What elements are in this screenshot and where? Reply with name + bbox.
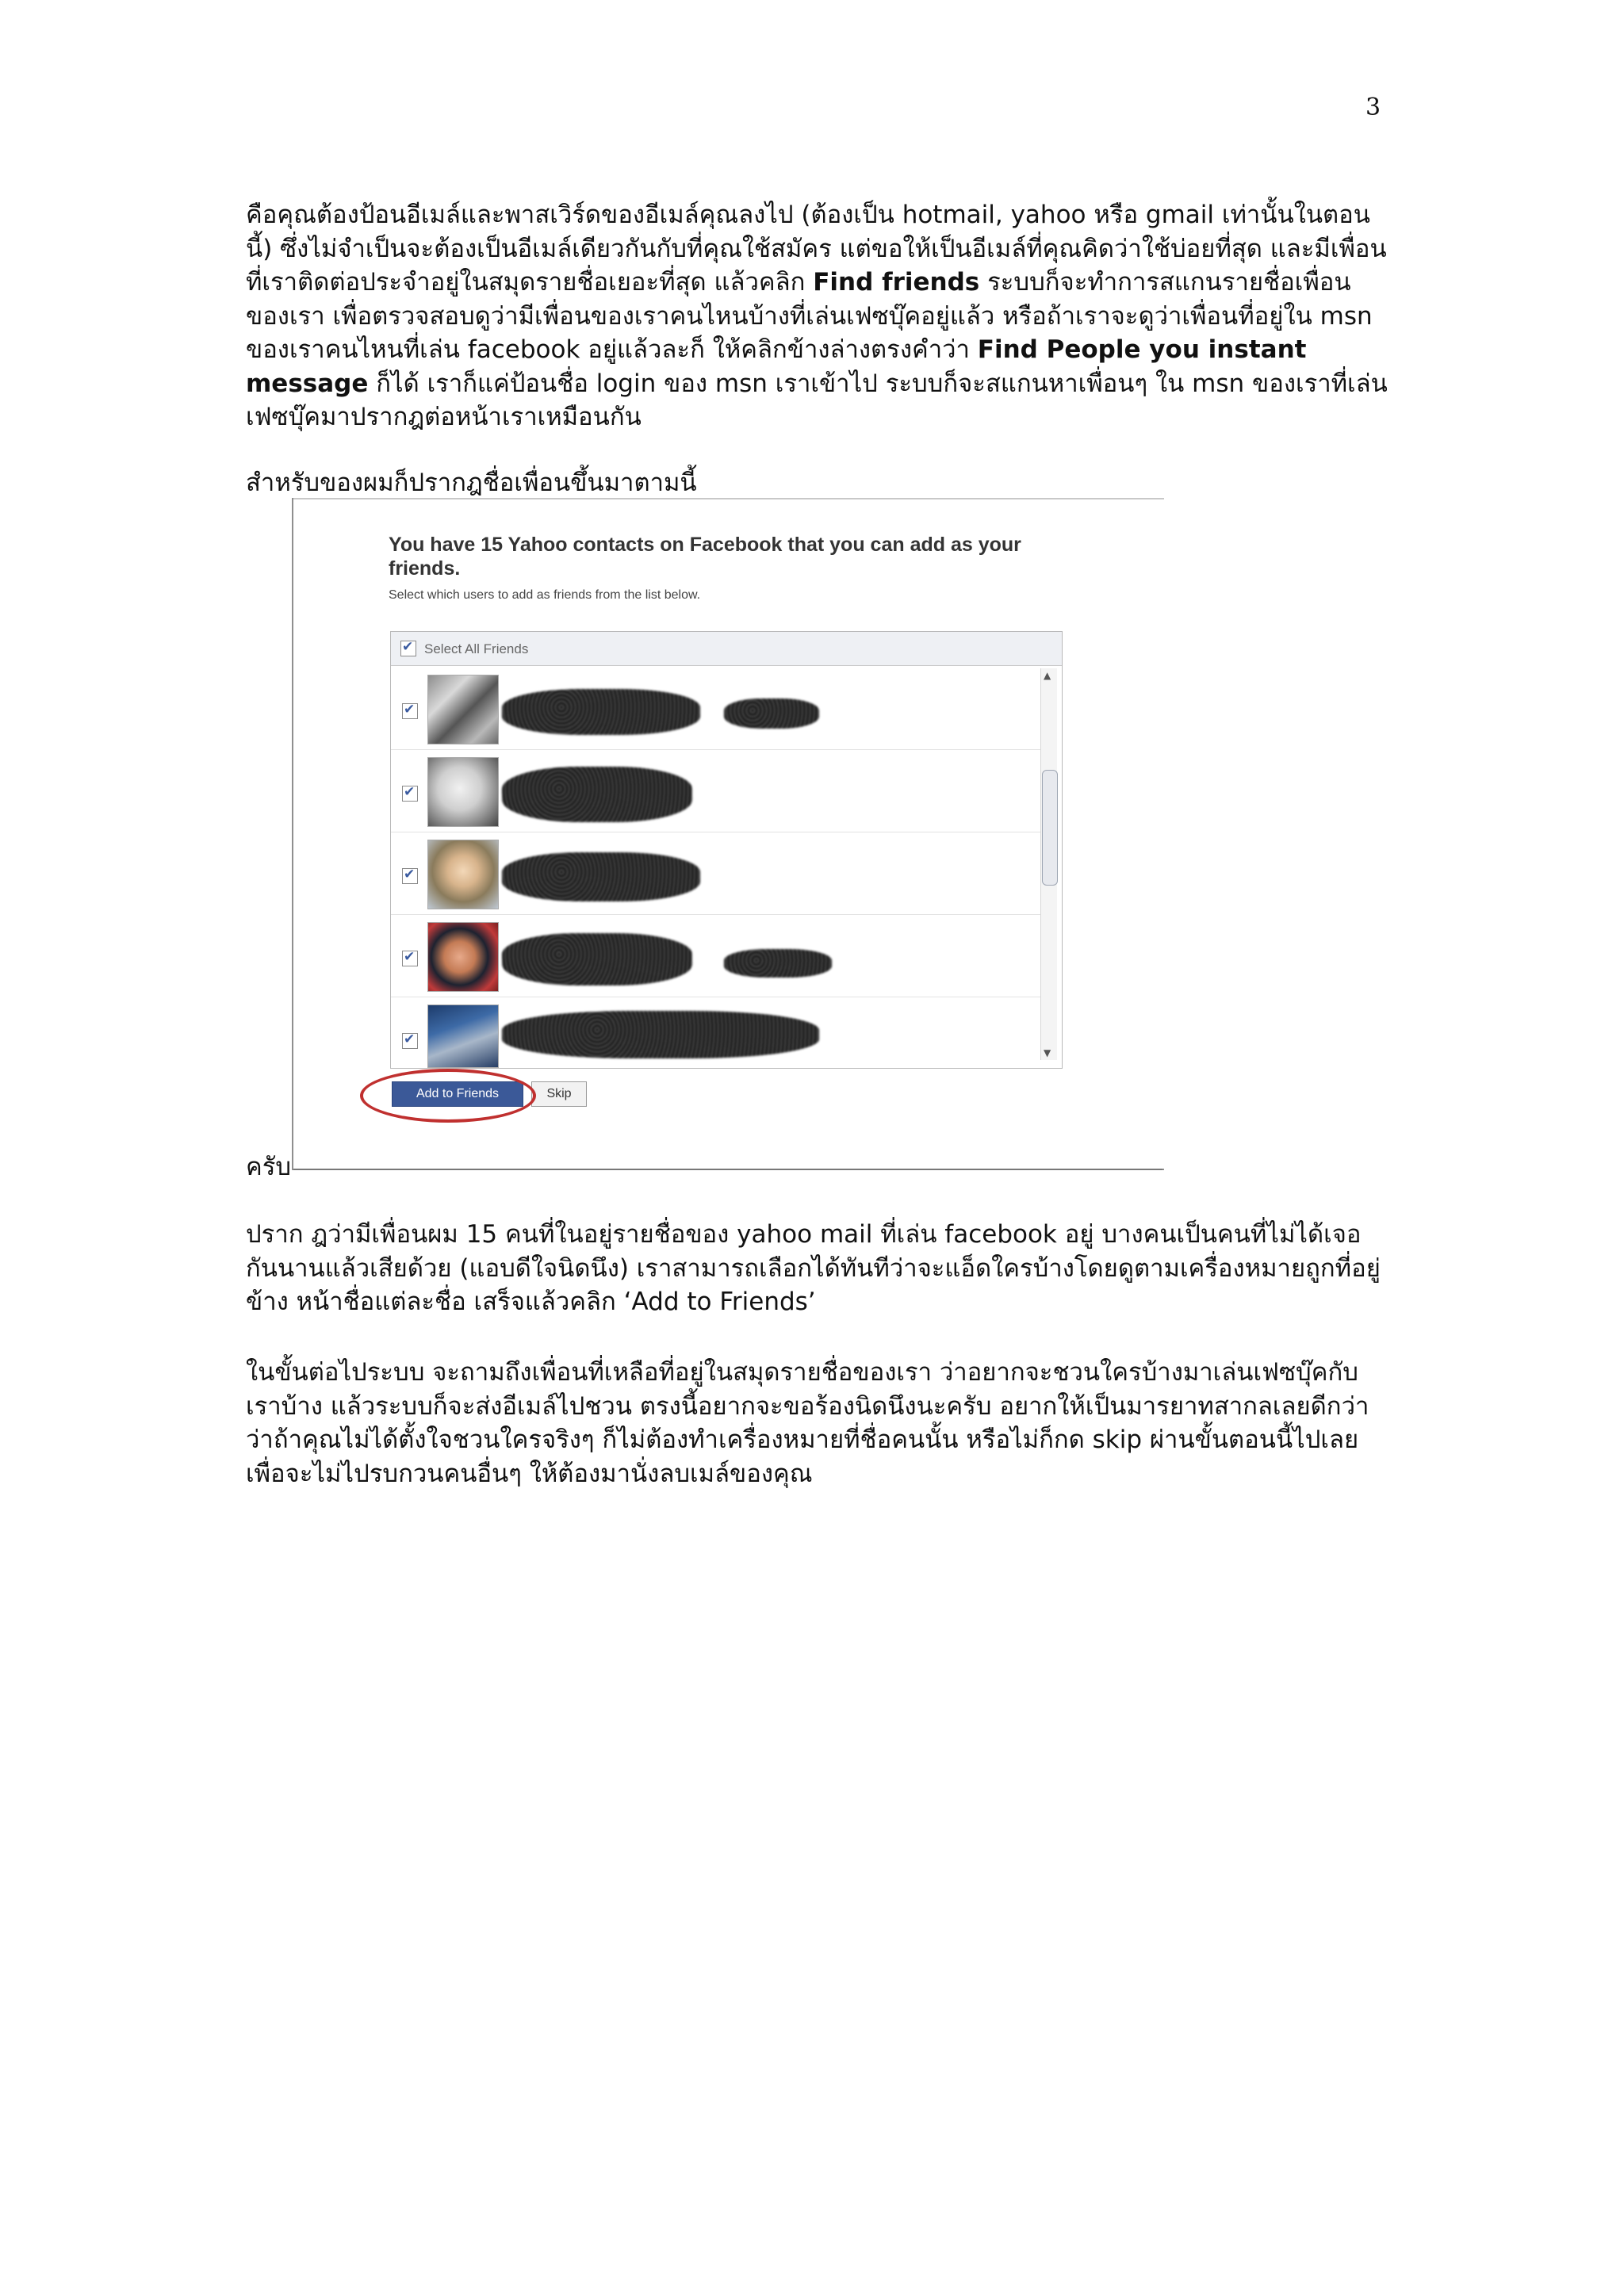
paragraph-text: ก็ได้ เราก็แค่ป้อนชื่อ login ของ msn เราเข้าไป ระบบก็จะสแกนหาเพื่อนๆ ใน msn ของเราที่เล่นเฟซบุ๊คมาปรากฎต่อหน้าเราเหมือนกัน bbox=[246, 369, 1388, 431]
skip-button[interactable]: Skip bbox=[531, 1081, 587, 1107]
avatar bbox=[427, 675, 499, 744]
friend-checkbox[interactable] bbox=[402, 786, 418, 802]
scroll-down-icon[interactable]: ▼ bbox=[1044, 1047, 1051, 1058]
scroll-up-icon[interactable]: ▲ bbox=[1044, 670, 1051, 681]
bold-find-people-im: Find People you instant message bbox=[246, 335, 1307, 398]
add-to-friends-button[interactable]: Add to Friends bbox=[392, 1081, 523, 1107]
blurred-name bbox=[724, 949, 832, 978]
list-item[interactable] bbox=[391, 667, 1041, 750]
friend-checkbox[interactable] bbox=[402, 868, 418, 884]
screenshot-top-border bbox=[293, 498, 1164, 499]
avatar bbox=[427, 1004, 499, 1068]
blurred-name bbox=[502, 852, 700, 901]
paragraph-text: ระบบก็จะทำการสแกนรายชื่อเพื่อนของเรา เพื่อตรวจสอบดูว่ามีเพื่อนของเราคนไหนบ้างที่เล่นเฟซบุ๊คอยู่แล้ว หรือถ้าเราจะดูว่าเพื่อนที่อยู่ใน msn ของเราคนไหนที่เล่น facebook อยู่แล้วละก็ ให้คลิกข้างล่างตรงคำว่า bbox=[246, 268, 1373, 364]
blurred-name bbox=[502, 1011, 819, 1058]
avatar bbox=[427, 757, 499, 827]
paragraph-next-step: ในขั้นต่อไประบบ จะถามถึงเพื่อนที่เหลือที่อยู่ในสมุดรายชื่อของเรา ว่าอยากจะชวนใครบ้างมาเล่นเฟซบุ๊คกับเราบ้าง แล้วระบบก็จะส่งอีเมล์ไปชวน ตรงนี้อยากจะขอร้องนิดนึงนะครับ อยากให้เป็นมารยาทสากลเลยดีกว่าว่าถ้าคุณไม่ได้ตั้งใจชวนใครจริงๆ ก็ไม่ต้องทำเครื่องหมายที่ชื่อคนนั้น หรือไม่ก็กด skip ผ่านขั้นตอนนี้ไปเลย เพื่อจะไม่ไปรบกวนคนอื่นๆ ให้ต้องมานั่งลบเมล์ของคุณ bbox=[246, 1358, 1369, 1488]
avatar bbox=[427, 840, 499, 909]
paragraph-text: คือคุณต้องป้อนอีเมล์และพาสเวิร์ดของอีเมล์คุณลงไป (ต้องเป็น hotmail, yahoo หรือ gmail เท่านั้นในตอนนี้) ซึ่งไม่จำเป็นจะต้องเป็นอีเมล์เดียวกันกับที่คุณใช้สมัคร แต่ขอให้เป็นอีเมล์ที่คุณคิดว่าใช้บ่อยที่สุด และมีเพื่อนที่เราติดต่อประจำอยู่ในสมุดรายชื่อเยอะที่สุด แล้วคลิก bbox=[246, 201, 1387, 297]
highlight-circle bbox=[360, 1069, 536, 1123]
blurred-name bbox=[502, 689, 700, 735]
list-scrollbar[interactable] bbox=[1040, 668, 1057, 1060]
dialog-heading: You have 15 Yahoo contacts on Facebook that you can add as your friends. bbox=[389, 534, 1021, 580]
list-item[interactable] bbox=[391, 749, 1041, 832]
list-item[interactable] bbox=[391, 832, 1041, 915]
facebook-add-friends-screenshot bbox=[292, 498, 1164, 1170]
friend-checkbox[interactable] bbox=[402, 1033, 418, 1049]
caption-after-screenshot: ครับ bbox=[246, 1153, 292, 1181]
list-item[interactable] bbox=[391, 997, 1041, 1066]
paragraph-intro-screenshot: สำหรับของผมก็ปรากฎชื่อเพื่อนขึ้นมาตามนี้ bbox=[246, 469, 697, 497]
friend-checkbox[interactable] bbox=[402, 703, 418, 719]
scroll-thumb[interactable] bbox=[1042, 770, 1058, 886]
blurred-name bbox=[502, 767, 692, 822]
select-all-label: Select All Friends bbox=[424, 641, 529, 656]
friend-list bbox=[390, 631, 1063, 1069]
blurred-name bbox=[724, 698, 819, 729]
bold-find-friends: Find friends bbox=[813, 268, 980, 297]
select-all-row[interactable] bbox=[391, 632, 1062, 666]
caption-underline bbox=[293, 1169, 1162, 1170]
select-all-checkbox[interactable] bbox=[400, 641, 416, 656]
friend-checkbox[interactable] bbox=[402, 951, 418, 966]
page-number: 3 bbox=[1365, 94, 1381, 121]
dialog-subheading: Select which users to add as friends from the list below. bbox=[389, 588, 701, 602]
paragraph-results: ปราก ฎว่ามีเพื่อนผม 15 คนที่ในอยู่รายชื่อของ yahoo mail ที่เล่น facebook อยู่ บางคนเป็นคนที่ไม่ได้เจอกันนานแล้วเสียด้วย (แอบดีใจนิดนึง) เราสามารถเลือกได้ทันทีว่าจะแอ็ดใครบ้างโดยดูตามเครื่องหมายถูกที่อยู่ข้าง หน้าชื่อแต่ละชื่อ เสร็จแล้วคลิก ‘Add to Friends’ bbox=[246, 1220, 1381, 1316]
avatar bbox=[427, 922, 499, 992]
blurred-name bbox=[502, 933, 692, 985]
list-item[interactable] bbox=[391, 914, 1041, 997]
paragraph-instructions bbox=[246, 198, 1388, 434]
